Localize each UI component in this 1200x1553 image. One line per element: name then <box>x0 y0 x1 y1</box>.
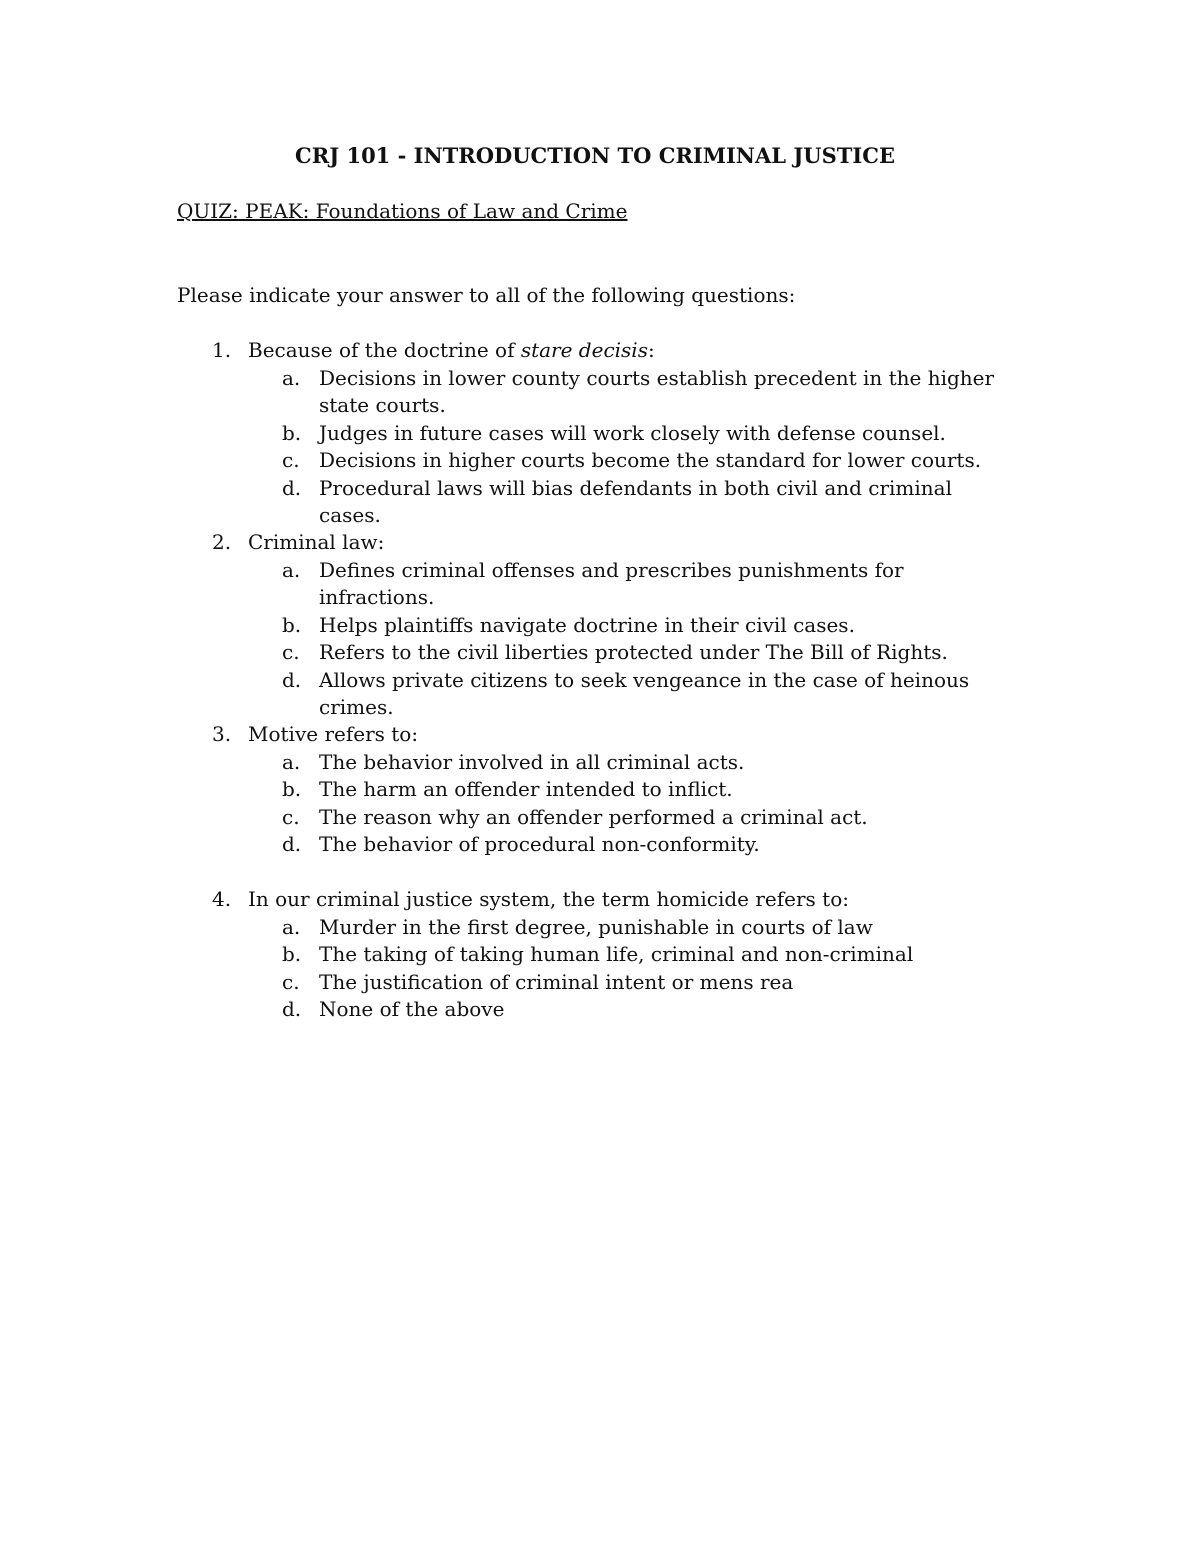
option-text: Decisions in higher courts become the standard for lower courts. <box>319 448 982 472</box>
answer-options <box>212 557 1092 722</box>
question-prompt <box>212 529 1092 557</box>
option-text: Decisions in lower county courts establish precedent in the higher state courts. <box>319 365 995 417</box>
option-letter: d. <box>282 832 302 856</box>
option-letter: b. <box>282 942 302 966</box>
question-number: 1. <box>212 338 232 362</box>
question-1 <box>212 337 1092 530</box>
answer-option <box>212 365 1009 420</box>
answer-option <box>212 776 1009 804</box>
answer-options <box>212 749 1092 859</box>
answer-options <box>212 365 1092 530</box>
option-letter: b. <box>282 612 302 637</box>
option-letter: c. <box>282 804 300 829</box>
option-letter: a. <box>282 365 301 390</box>
answer-option <box>212 667 1009 722</box>
answer-option <box>212 996 1009 1024</box>
option-letter: a. <box>282 749 301 774</box>
question-text-suffix: : <box>647 338 655 362</box>
option-text: The behavior involved in all criminal acts. <box>319 749 745 774</box>
answer-option <box>212 914 1009 942</box>
option-letter: a. <box>282 557 301 582</box>
option-letter: b. <box>282 777 302 801</box>
option-text: None of the above <box>319 997 505 1021</box>
option-text: The taking of taking human life, criminal and non-criminal <box>319 942 914 966</box>
answer-option <box>212 749 1009 777</box>
document-title: CRJ 101 - INTRODUCTION TO CRIMINAL JUSTICE <box>295 143 895 168</box>
question-text: In our criminal justice system, the term homicide refers to: <box>248 887 849 911</box>
question-prompt <box>212 337 1092 365</box>
option-text: Refers to the civil liberties protected under The Bill of Rights. <box>319 640 948 664</box>
answer-option <box>212 420 1009 448</box>
answer-option <box>212 447 1009 475</box>
option-text: Judges in future cases will work closely with defense counsel. <box>319 420 946 445</box>
question-prompt <box>212 886 1092 914</box>
answer-option <box>212 475 1009 530</box>
option-letter: c. <box>282 448 300 472</box>
option-text: Procedural laws will bias defendants in both civil and criminal cases. <box>319 475 952 527</box>
option-letter: c. <box>282 969 300 994</box>
question-text: Because of the doctrine of <box>248 338 521 362</box>
option-letter: d. <box>282 997 302 1021</box>
option-text: Murder in the first degree, punishable in courts of law <box>319 914 873 939</box>
option-letter: c. <box>282 640 300 664</box>
question-text: Criminal law: <box>248 530 385 554</box>
option-text: Defines criminal offenses and prescribes punishments for infractions. <box>319 557 904 609</box>
question-number: 4. <box>212 887 232 911</box>
option-letter: a. <box>282 914 301 939</box>
quiz-subtitle: QUIZ: PEAK: Foundations of Law and Crime <box>177 199 628 223</box>
answer-option <box>212 804 1009 832</box>
answer-option <box>212 941 1009 969</box>
question-text: Motive refers to: <box>248 722 419 746</box>
answer-options <box>212 914 1092 1024</box>
answer-option <box>212 639 1009 667</box>
question-number: 2. <box>212 530 232 554</box>
option-text: The behavior of procedural non-conformity. <box>319 832 760 856</box>
option-letter: d. <box>282 475 302 500</box>
question-text-italic: stare decisis <box>520 338 648 362</box>
answer-option <box>212 969 1009 997</box>
question-prompt <box>212 721 1092 749</box>
option-letter: d. <box>282 667 302 692</box>
option-letter: b. <box>282 420 302 445</box>
answer-option <box>212 831 1009 859</box>
option-text: Helps plaintiffs navigate doctrine in their civil cases. <box>319 612 855 637</box>
option-text: Allows private citizens to seek vengeance in the case of heinous crimes. <box>319 667 970 719</box>
option-text: The justification of criminal intent or mens rea <box>319 969 794 994</box>
option-text: The harm an offender intended to inflict. <box>319 777 733 801</box>
option-text: The reason why an offender performed a criminal act. <box>319 804 868 829</box>
question-number: 3. <box>212 722 232 746</box>
instructions-text: Please indicate your answer to all of the following questions: <box>177 283 796 307</box>
question-4 <box>212 886 1092 1024</box>
answer-option <box>212 612 1009 640</box>
question-3 <box>212 721 1092 859</box>
question-2 <box>212 529 1092 722</box>
answer-option <box>212 557 1009 612</box>
